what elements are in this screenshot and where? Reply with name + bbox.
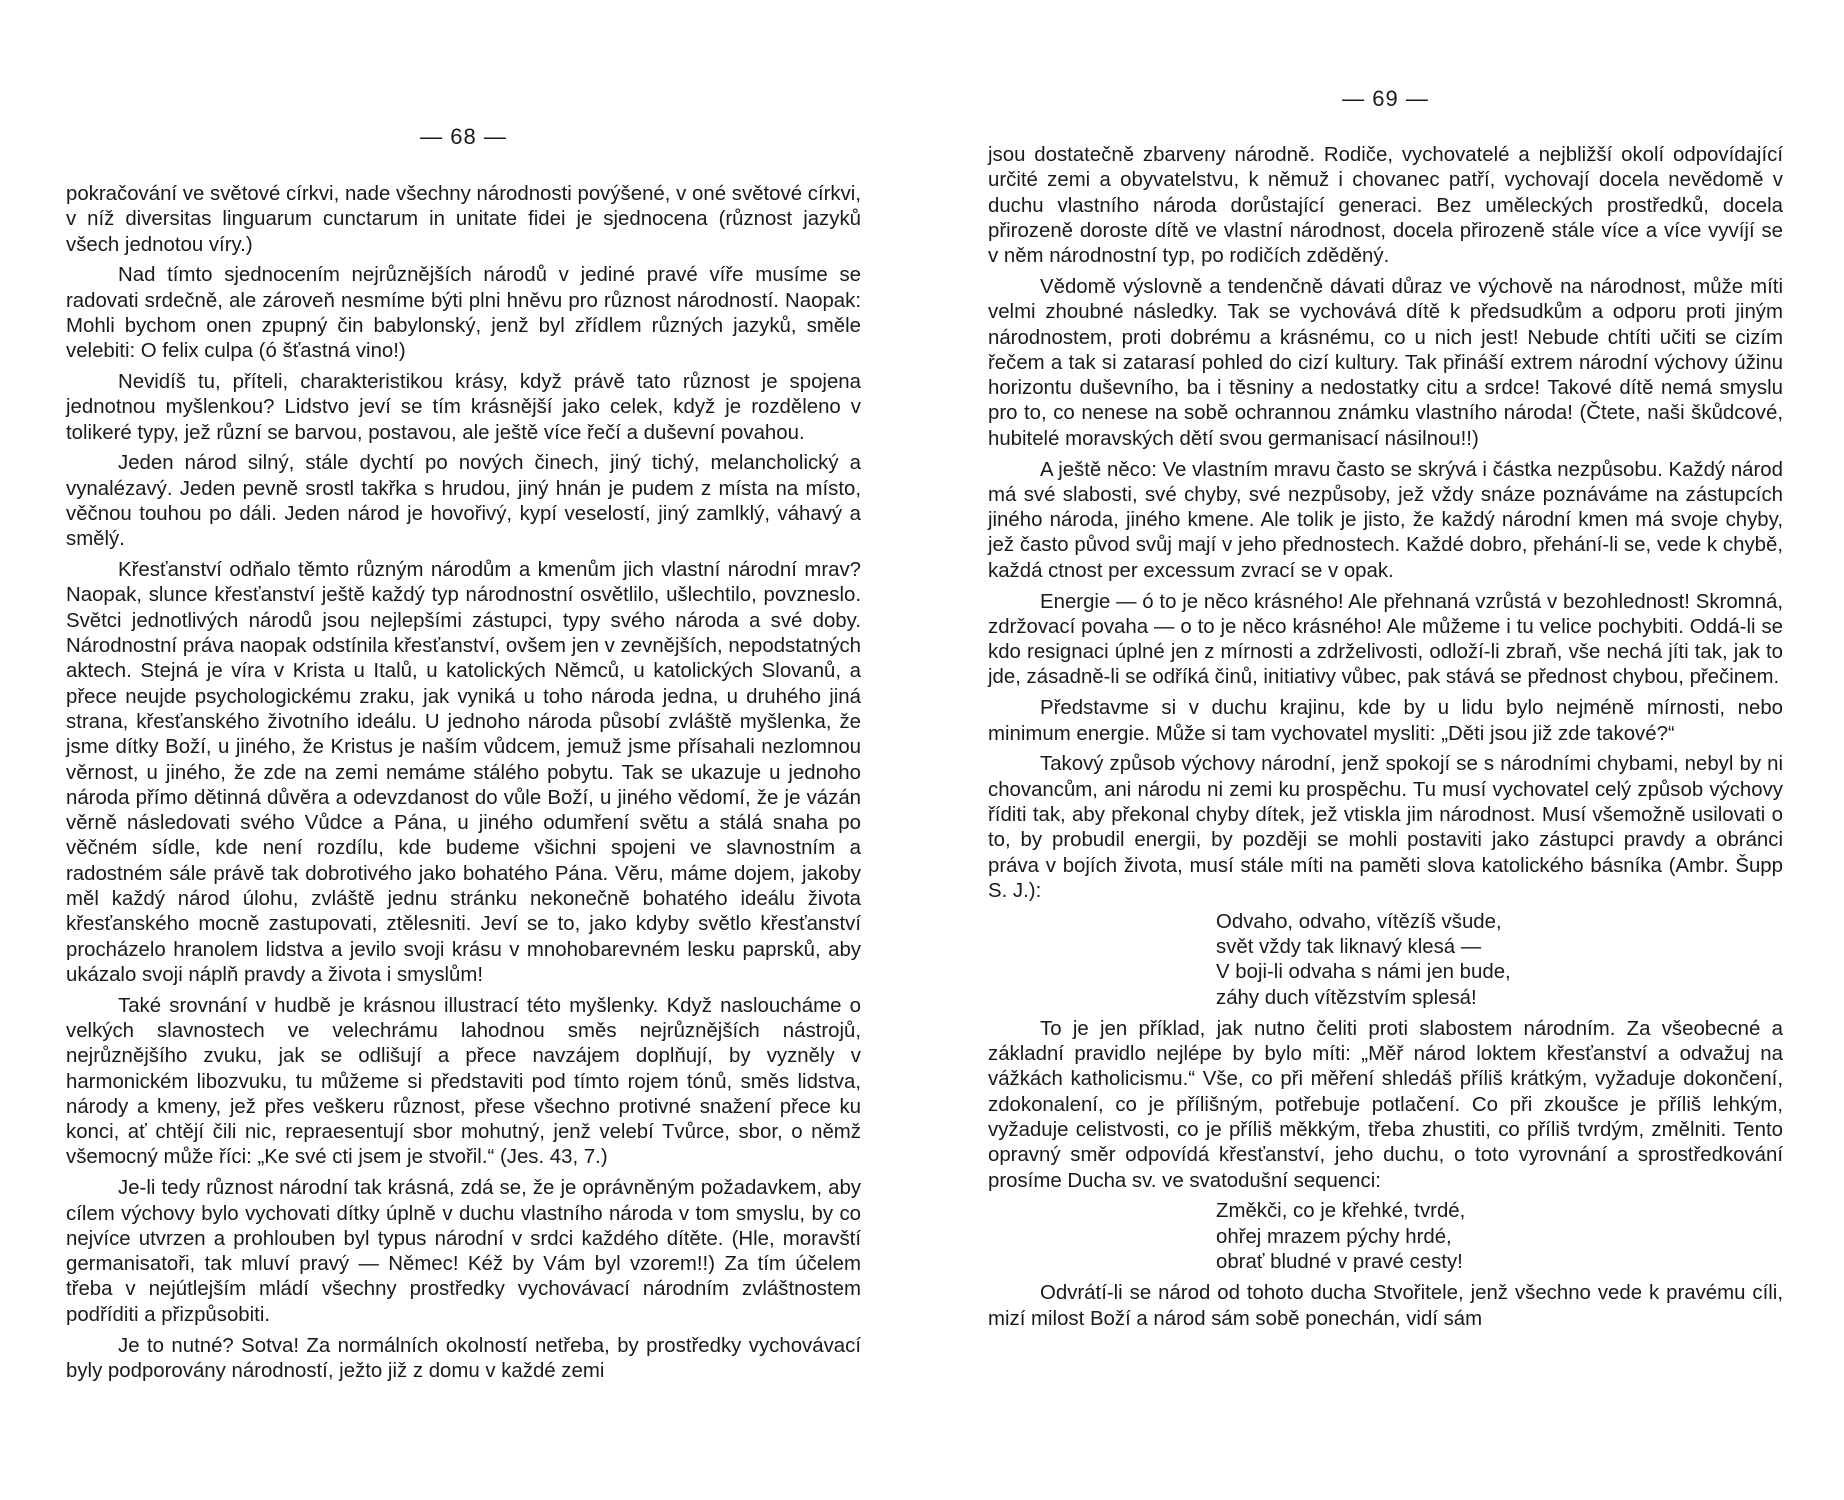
paragraph: Také srovnání v hudbě je krásnou illustrací této myšlenky. Když nasloucháme o velkých slavnostech ve velechrámu lahodnou směs nejrůznějších nástrojů, nejrůznějšího zvuku, jak se odlišují a přece navzájem doplňují, by vyzněly v harmonickém libozvuku, tu můžeme si představiti pod tímto rojem tónů, směs lidstva, národy a kmeny, jež přes veškeru různost, přese všechno protivné snažení přece ku konci, ať chtějí čili nic, repraesentují sbor mohutný, jenž velebí Tvůrce, sbor, o němž všemocný může říci: „Ke své cti jsem je stvořil.“ (Jes. 43, 7.) <box>66 994 861 1169</box>
paragraph: Takový způsob výchovy národní, jenž spokojí se s národními chybami, nebyl by ni chovancům, ani národu ni zemi ku prospěchu. Tu musí vychovatel celý způsob výchovy říditi tak, aby překonal chyby dítek, jež vtiskla jim národnost. Musí všemožně usilovati o to, by probudil energii, by později se mohli postaviti jako zástupci pravdy a obránci práva v bojích života, musí stále míti na paměti slova katolického básníka (Ambr. Šupp S. J.): <box>988 753 1783 902</box>
paragraph: A ještě něco: Ve vlastním mravu často se skrývá i částka nezpůsobu. Každý národ má své slabosti, své chyby, své nezpůsoby, jež vždy snáze poznáváme na zástupcích jiného národa, jiného kmene. Ale tolik je jisto, že každý národní kmen má svoje chyby, jež často původ svůj mají v jeho přednostech. Každé dobro, přehání-li se, vede k chybě, každá ctnost per excessum zvrací se v opak. <box>988 458 1783 582</box>
page-number-right: — 69 — <box>1342 86 1429 111</box>
paragraph: Jeden národ silný, stále dychtí po nových činech, jiný tichý, melancholický a vynalézavý. Jeden pevně srostl takřka s hrudou, jiný hnán je pudem z místa na místo, věčnou touhou po dáli. Jeden národ je hovořivý, kypí veselostí, jiný zamlklý, váhavý a smělý. <box>66 452 861 551</box>
verse-line: V boji-li odvaha s námi jen bude, <box>1216 961 1511 984</box>
left-page <box>66 0 861 1500</box>
verse-line: Změkči, co je křehké, tvrdé, <box>1216 1200 1466 1223</box>
paragraph: Vědomě výslovně a tendenčně dávati důraz ve výchově na národnost, může míti velmi zhoubné následky. Tak se vychovává dítě k předsudkům a odporu proti jiným národnostem, proti dobrému a krásnému, co u nich jest! Nebude chtíti učiti se cizím řečem a tak si zatarasí pohled do cizí kultury. Tak přináší extrem národní výchovy úžinu horizontu duševního, ba i těsniny a nedostatky citu a srdce! Takové dítě nemá smyslu pro to, co nenese na sobě ochrannou známku vlastního národa! (Čtete, naši škůdcové, hubitelé moravských dětí svou germanisací násilnou!!) <box>988 275 1783 450</box>
right-page-text <box>988 143 1783 1337</box>
verse-line: obrať bludné v pravé cesty! <box>1216 1250 1463 1273</box>
paragraph: Nevidíš tu, příteli, charakteristikou krásy, když právě tato různost je spojena jednotnou myšlenkou? Lidstvo jeví se tím krásnější jako celek, když je rozděleno v tolikeré typy, jež různí se barvou, postavou, ale ještě více řečí a duševní povahou. <box>66 371 861 444</box>
left-page-text <box>66 182 861 1390</box>
paragraph: Představme si v duchu krajinu, kde by u lidu bylo nejméně mírnosti, nebo minimum energie. Může si tam vychovatel mysliti: „Děti jsou již zde takové?“ <box>988 697 1783 745</box>
paragraph: To je jen příklad, jak nutno čeliti proti slabostem národním. Za všeobecné a základní pravidlo nejlépe by bylo míti: „Měř národ loktem křesťanství a odvažuj na vážkách katholicismu.“ Vše, co při měření shledáš příliš krátkým, vyžaduje dokončení, zdokonalení, co je přílišným, potřebuje potlačení. Co při zkoušce je příliš lehkým, vyžaduje celistvosti, co je příliš měkkým, třeba zhustiti, co příliš tvrdým, změlniti. Tento opravný směr odpovídá křesťanství, jeho duchu, o toto vyrovnání a sprostředkování prosíme Ducha sv. ve svatodušní sequenci: <box>988 1017 1783 1192</box>
paragraph: Odvrátí-li se národ od tohoto ducha Stvořitele, jenž všechno vede k pravému cíli, mizí milost Boží a národ sám sobě ponechán, vidí sám <box>988 1282 1783 1330</box>
verse-stanza-sequence <box>1216 1199 1783 1275</box>
page-number-left: — 68 — <box>420 124 507 149</box>
verse-line: Odvaho, odvaho, vítězíš všude, <box>1216 910 1502 933</box>
right-page <box>988 0 1783 1500</box>
verse-stanza-courage <box>1216 910 1783 1011</box>
paragraph: jsou dostatečně zbarveny národně. Rodiče, vychovatelé a nejbližší okolí odpovídající určité zemi a obyvatelstvu, k němuž i chovanec patří, vychovají docela nevědomě v duchu vlastního národa dorůstající generaci. Bez uměleckých prostředků, docela přirozeně doroste dítě ve vlastní národnost, docela přirozeně stále více a více vyvíjí se v něm národnostní typ, po rodičích zděděný. <box>988 144 1783 268</box>
verse-line: záhy duch vítězstvím splesá! <box>1216 986 1477 1009</box>
paragraph: Nad tímto sjednocením nejrůznějších národů v jediné pravé víře musíme se radovati srdečně, ale zároveň nesmíme býti plni hněvu pro různost národností. Naopak: Mohli bychom onen zpupný čin babylonský, jenž byl zřídlem různých jazyků, směle velebiti: O felix culpa (ó šťastná vino!) <box>66 264 861 363</box>
paragraph: Je-li tedy různost národní tak krásná, zdá se, že je oprávněným požadavkem, aby cílem výchovy bylo vychovati dítky úplně v duchu vlastního národa v tom smyslu, by co nejvíce utvrzen a prohlouben byl typus národní v srdci každého dítěte. (Hle, moravští germanisatoři, tak mluví pravý — Němec! Kéž by Vám byl vzorem!!) Za tím účelem třeba v nejútlejším mládí všechny prostředky vychovávací národním zvláštnostem podříditi a přizpůsobiti. <box>66 1177 861 1326</box>
verse-line: ohřej mrazem pýchy hrdé, <box>1216 1225 1452 1248</box>
paragraph: Křesťanství odňalo těmto různým národům a kmenům jich vlastní národní mrav? Naopak, slunce křesťanství ještě každý typ národnostní osvětlilo, ušlechtilo, povzneslo. Světci jednotlivých národů jsou nejlepšími zástupci, typy svého národa a své doby. Národnostní práva naopak odstínila křesťanství, ovšem jen v zevnějších, nepodstatných aktech. Stejná je víra v Krista u Italů, u katolických Němců, u katolických Slovanů, a přece neujde psychologickému zraku, jak vyniká u toho národa jedna, u druhého jiná strana, křesťanského životního ideálu. U jednoho národa působí zvláště myšlenka, že jsme dítky Boží, u jiného, že Kristus je naším vůdcem, jemuž jsme přísahali nezlomnou věrnost, u jiného, že zde na zemi nemáme stálého pobytu. Tak se ukazuje u jednoho národa přímo dětinná důvěra a odevzdanost do vůle Boží, u jiného vědomí, že je vázán věrně následovati svého Vůdce a Pána, u jiného odumření světu a stálá snaha po věčném sídle, kde není rozdílu, kde budeme všichni spojeni ve slavnostním a radostném sále právě tak dobrotivého jako bohatého Pána. Věru, máme dojem, jakoby měl každý národ úlohu, zvláště jednu stránku nekonečně bohatého ideálu života křesťanského mocně zastupovati, ztělesniti. Jeví se to, jako kdyby světlo křesťanství procházelo hranolem lidstva a jevilo svoji krásu v mnohobarevném lesku paprsků, aby ukázalo svoji náplň pravdy a života i smyslům! <box>66 559 861 986</box>
verse-line: svět vždy tak liknavý klesá — <box>1216 935 1482 958</box>
paragraph: pokračování ve světové církvi, nade všechny národnosti povýšené, v oné světové církvi, v níž diversitas linguarum cunctarum in unitate fidei je sjednocena (různost jazyků všech jednotou víry.) <box>66 183 861 256</box>
paragraph: Energie — ó to je něco krásného! Ale přehnaná vzrůstá v bezohlednost! Skromná, zdržovací povaha — o to je něco krásného! Ale můžeme i tu velice pochybiti. Oddá-li se kdo resignaci úplné jen z mírnosti a zdrželivosti, odloží-li zbraň, vše nechá jíti tak, jak to jde, zásadně-li se odříká činů, initiativy vůbec, pak stává se přednost chybou, přečinem. <box>988 590 1783 689</box>
paragraph: Je to nutné? Sotva! Za normálních okolností netřeba, by prostředky vychovávací byly podporovány národností, ježto již z domu v každé zemi <box>66 1334 861 1382</box>
